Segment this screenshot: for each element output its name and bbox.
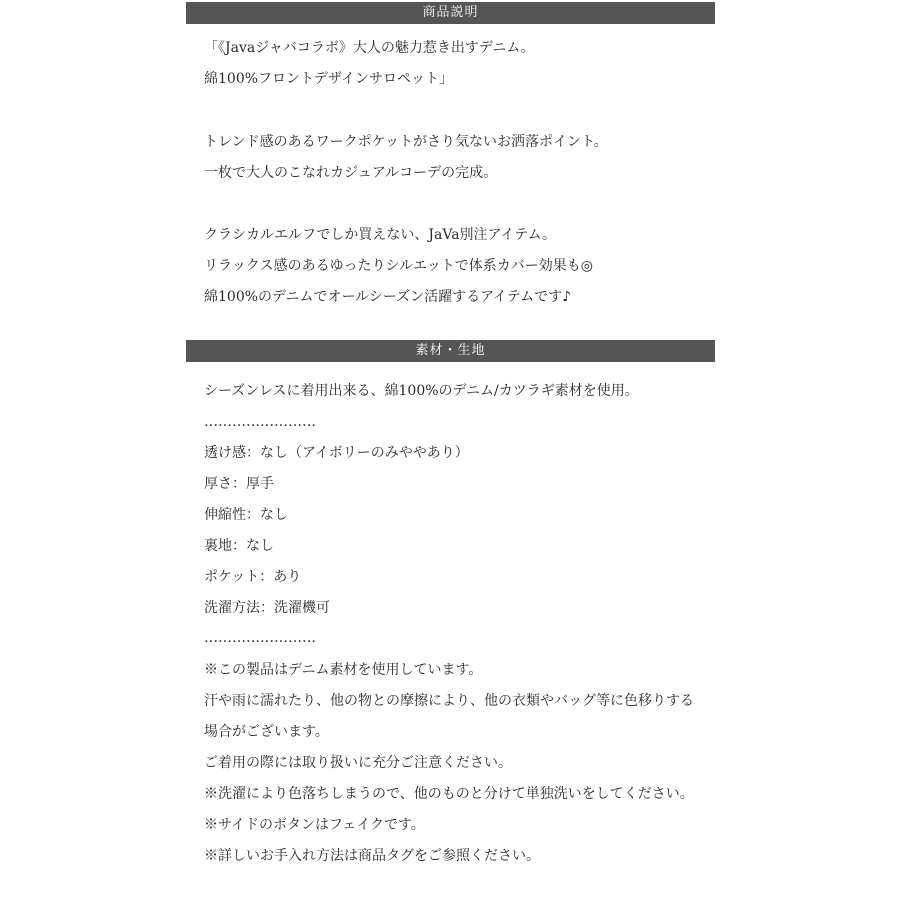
material-line: シーズンレスに着用出来る、綿100%のデニム/カツラギ素材を使用。 (204, 383, 639, 399)
material-line: 汗や雨に濡れたり、他の物との摩擦により、他の衣類やバッグ等に色移りする (204, 693, 694, 709)
material-line: 裏地：なし (204, 538, 274, 554)
material-divider: …………………… (204, 630, 316, 646)
material-line: 洗濯方法：洗濯機可 (204, 600, 330, 616)
description-line: トレンド感のあるワークポケットがさり気ないお洒落ポイント。 (204, 134, 608, 150)
description-line: クラシカルエルフでしか買えない、JaVa別注アイテム。 (204, 227, 557, 243)
material-line: 場合がございます。 (204, 724, 329, 740)
description-line: 綿100%のデニムでオールシーズン活躍するアイテムです♪ (204, 289, 572, 305)
material-line: ご着用の際には取り扱いに充分ご注意ください。 (204, 755, 512, 771)
description-section-header: 商品説明 (186, 2, 715, 24)
material-line: ※サイドのボタンはフェイクです。 (204, 817, 425, 833)
material-line: 伸縮性：なし (204, 507, 288, 523)
description-line: 綿100%フロントデザインサロペット」 (204, 71, 454, 87)
material-line: ※この製品はデニム素材を使用しています。 (204, 662, 483, 678)
material-line: ポケット：あり (204, 569, 302, 585)
material-line: 厚さ：厚手 (204, 476, 274, 492)
description-line: 一枚で大人のこなれカジュアルコーデの完成。 (204, 165, 498, 181)
material-divider: …………………… (204, 414, 316, 430)
description-line: 「《Javaジャバコラボ》大人の魅力惹き出すデニム。 (204, 40, 535, 56)
material-section-header: 素材・生地 (186, 340, 715, 362)
material-line: ※洗濯により色落ちしまうので、他のものと分けて単独洗いをしてください。 (204, 786, 694, 802)
material-line: 透け感：なし（アイボリーのみややあり） (204, 445, 469, 461)
material-line: ※詳しいお手入れ方法は商品タグをご参照ください。 (204, 848, 540, 864)
description-line: リラックス感のあるゆったりシルエットで体系カバー効果も◎ (204, 258, 594, 274)
